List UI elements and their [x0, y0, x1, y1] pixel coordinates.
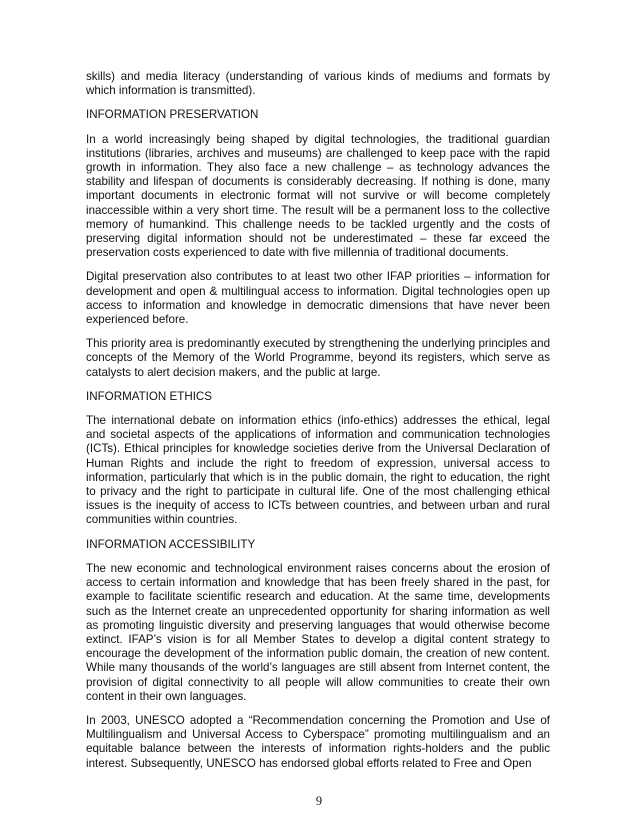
paragraph: The international debate on information ethics (info-ethics) addresses the ethical, legal and societal aspects of the applications of information and communication technologies (ICTs). Ethical principles for knowledge societies derive from the Universal Declaration of Human Rights and include the right to freedom of expression, universal access to information, particularly that which is in the public domain, the right to education, the right to privacy and the right to participate in cultural life. One of the most challenging ethical issues is the inequity of access to ICTs between countries, and between urban and rural communities within countries.	[86, 414, 550, 527]
section-heading-preservation: INFORMATION PRESERVATION	[86, 108, 259, 122]
paragraph: skills) and media literacy (understanding of various kinds of mediums and formats by which information is transmitted).	[86, 70, 550, 98]
paragraph: Digital preservation also contributes to at least two other IFAP priorities – information for development and open & multilingual access to information. Digital technologies open up access to information and knowledge in democratic dimensions that have never been experienced before.	[86, 270, 550, 327]
paragraph: In 2003, UNESCO adopted a “Recommendation concerning the Promotion and Use of Multilingualism and Universal Access to Cyberspace” promoting multilingualism and an equitable balance between the interests of information rights-holders and the public interest. Subsequently, UNESCO has endorsed global efforts related to Free and Open	[86, 713, 550, 770]
section-heading-ethics: INFORMATION ETHICS	[86, 389, 213, 403]
paragraph: In a world increasingly being shaped by digital technologies, the traditional guardian institutions (libraries, archives and museums) are challenged to keep pace with the rapid growth in information. They also face a new challenge – as technology advances the stability and lifespan of documents is considerably decreasing. If nothing is done, many important documents in electronic format will not survive or will become completely inaccessible within a very short time. The result will be a permanent loss to the collective memory of humankind. This challenge needs to be tackled urgently and the costs of preserving digital information should not be underestimated – these far exceed the preservation costs experienced to date with five millennia of traditional documents.	[86, 132, 550, 260]
section-heading-accessibility: INFORMATION ACCESSIBILITY	[86, 537, 256, 551]
paragraph: This priority area is predominantly executed by strengthening the underlying principles and concepts of the Memory of the World Programme, beyond its registers, which serve as catalysts to alert decision makers, and the public at large.	[86, 337, 551, 379]
document-page	[86, 70, 550, 781]
paragraph: The new economic and technological environment raises concerns about the erosion of access to certain information and knowledge that has been freely shared in the past, for example to facilitate scientific research and education. At the same time, developments such as the Internet create an unprecedented opportunity for sharing information as well as promoting linguistic diversity and preserving languages that would otherwise become extinct. IFAP’s vision is for all Member States to develop a digital content strategy to encourage the development of the information public domain, the creation of new content. While many thousands of the world’s languages are still absent from Internet content, the provision of digital connectivity to all people will allow communities to create their own content in their own languages.	[86, 561, 550, 703]
page-number: 9	[315, 794, 323, 808]
